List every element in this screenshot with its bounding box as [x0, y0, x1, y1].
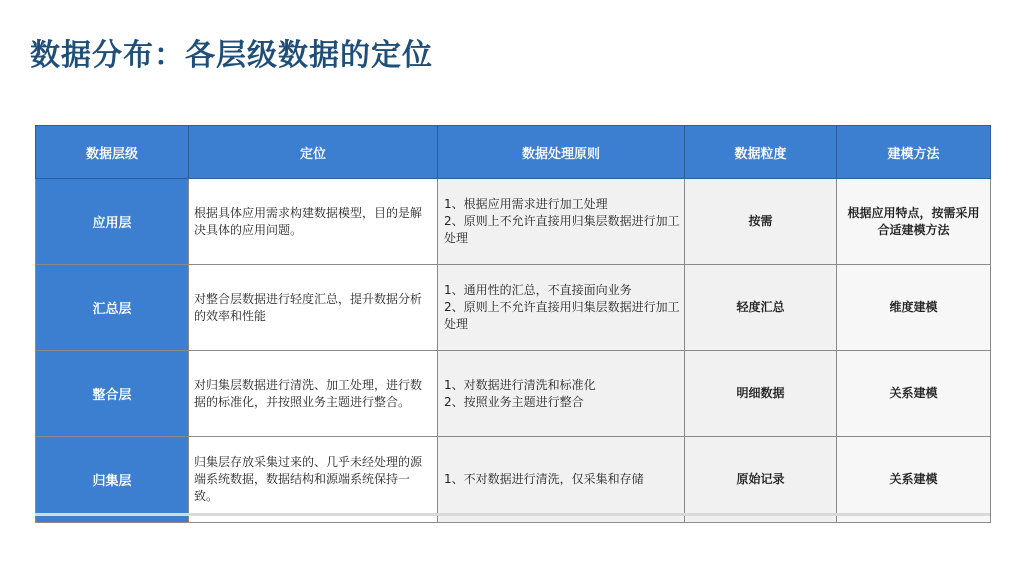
row-desc: 对归集层数据进行清洗、加工处理，进行数据的标准化，并按照业务主题进行整合。: [189, 351, 438, 437]
row-granularity: 明细数据: [685, 351, 837, 437]
row-granularity: 原始记录: [685, 437, 837, 523]
row-level: 应用层: [36, 179, 189, 265]
rule-line: 1、通用性的汇总，不直接面向业务: [444, 283, 632, 297]
page-title: 数据分布：各层级数据的定位: [30, 38, 433, 73]
header-granularity: 数据粒度: [685, 126, 837, 179]
row-rules: [438, 437, 685, 523]
table-header-row: [36, 126, 991, 179]
rule-line: 1、根据应用需求进行加工处理: [444, 197, 608, 211]
row-rules: [438, 265, 685, 351]
row-level: 整合层: [36, 351, 189, 437]
row-method: 维度建模: [837, 265, 991, 351]
data-layer-table: [35, 125, 990, 523]
row-granularity: 按需: [685, 179, 837, 265]
rule-line: 2、原则上不允许直接用归集层数据进行加工处理: [444, 214, 680, 245]
row-granularity: 轻度汇总: [685, 265, 837, 351]
header-level: 数据层级: [36, 126, 189, 179]
row-desc: 对整合层数据进行轻度汇总，提升数据分析的效率和性能: [189, 265, 438, 351]
rule-line: 2、按照业务主题进行整合: [444, 394, 584, 409]
rule-line: 1、不对数据进行清洗，仅采集和存储: [444, 472, 644, 486]
row-desc: 根据具体应用需求构建数据模型，目的是解决具体的应用问题。: [189, 179, 438, 265]
row-desc: 归集层存放采集过来的、几乎未经处理的源端系统数据，数据结构和源端系统保持一致。: [189, 437, 438, 523]
row-rules: [438, 179, 685, 265]
table-row: [36, 265, 991, 351]
row-level: 汇总层: [36, 265, 189, 351]
table-row: [36, 437, 991, 523]
row-method: 关系建模: [837, 351, 991, 437]
table-row: [36, 179, 991, 265]
table-row: [36, 351, 991, 437]
row-level: 归集层: [36, 437, 189, 523]
row-rules: [438, 351, 685, 437]
header-method: 建模方法: [837, 126, 991, 179]
row-method: 根据应用特点，按需采用合适建模方法: [837, 179, 991, 265]
rule-line: 2、原则上不允许直接用归集层数据进行加工处理: [444, 300, 680, 331]
rule-line: 1、对数据进行清洗和标准化: [444, 377, 596, 392]
header-rules: 数据处理原则: [438, 126, 685, 179]
header-position: 定位: [189, 126, 438, 179]
row-method: 关系建模: [837, 437, 991, 523]
table-bottom-shadow: [35, 513, 990, 516]
